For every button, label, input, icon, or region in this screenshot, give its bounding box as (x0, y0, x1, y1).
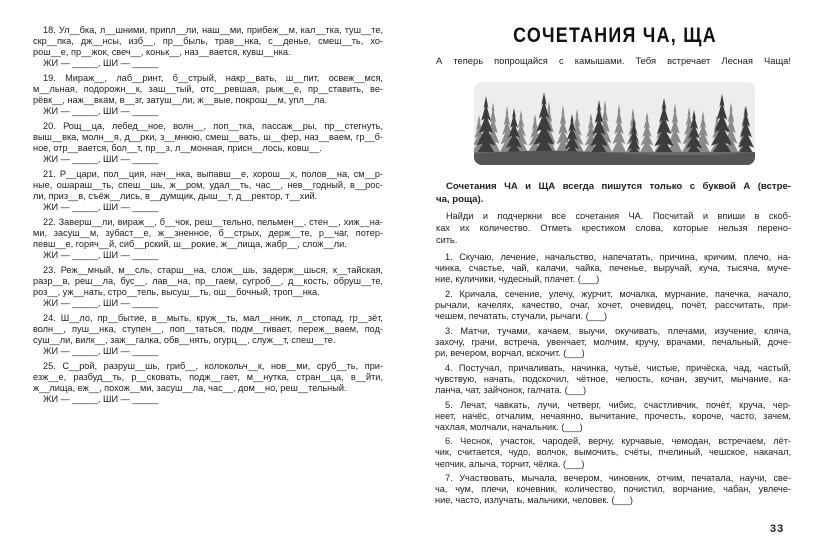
exercise-list-left (33, 25, 383, 409)
exercise-list-right (435, 252, 791, 510)
answer-line[interactable]: ЖИ — _____, ШИ — _____ (43, 346, 158, 357)
text-line: рош__е, пр__жок, свеч__, коньк__, наз__вается, кувш__нка. (33, 47, 291, 58)
text-line: ча, роща). (436, 193, 484, 205)
text-line: сить. (436, 235, 458, 246)
text-line: захочу, грачи, встреча, увенчает, молчим, кручу, врачами, печальный, доче- (435, 336, 791, 347)
text-line: роз__, уж__нать, стро__тель, высуш__ть, ош__бочный, троп__нка. (33, 287, 320, 298)
text-line: суш__ли, вилк__, заж__галка, обв__нять, огурц__, служ__т, спеш__те. (33, 335, 336, 345)
text-line: ми, засуш__м, зубаст__е, ж__зненное, б__стрых, держ__те, р__чаг, потер- (33, 227, 383, 238)
exercise-item (33, 169, 383, 213)
text-line: 6. Чеснок, участок, чародей, верчу, курчавые, чемодан, встречаем, лёт- (445, 436, 791, 447)
exercise-item (33, 361, 383, 405)
text-line: разр__в, реш__ла, бус__, лав__на, пр__гаем, сугроб__, д__кость, обруш__те, (33, 275, 383, 286)
text-line: ние, куличики, чудесный, плачет. (___) (435, 274, 600, 285)
exercise-item (435, 252, 791, 285)
answer-line[interactable]: ЖИ — _____, ШИ — _____ (43, 250, 158, 261)
text-line: чахлая, молчали, начальник. (___) (435, 421, 583, 432)
answer-line[interactable]: ЖИ — _____, ШИ — _____ (43, 58, 158, 69)
text-line: 3. Матчи, тучами, качаем, выучи, окучивать, плечами, изучение, кляча, (445, 325, 791, 336)
text-line: неет, начёс, отчалим, нечаянно, вычитание, прочесть, короче, часто, зачем, (435, 410, 791, 421)
text-line: скр__пка, дж__нсы, изб__, пр__быль, трав__нка, с__денье, смеш__ть, хо- (33, 36, 383, 47)
text-line: 23. Реж__мный, м__сль, старш__на, слож__шь, задерж__шься, к__тайская, (43, 264, 383, 275)
text-line: 7. Участвовать, мычала, вечером, чиновник, отчим, печатала, научи, све- (445, 473, 791, 484)
section-title: СОЧЕТАНИЯ ЧА, ЩА (513, 24, 717, 47)
exercise-item (435, 400, 791, 433)
text-line: 1. Скучаю, лечение, начальство, напечатать, причина, кричим, плечо, на- (445, 252, 791, 262)
answer-line[interactable]: ЖИ — _____, ШИ — _____ (43, 106, 158, 117)
page-number: 33 (770, 523, 785, 535)
text-line: 20. Рощ__ца, лебед__ное, волн__, поп__тка, пассаж__ры, пр__стегнуть, (43, 120, 383, 131)
text-line: ные, ошараш__ть, спеш__шь, ж__ром, удал__ть, час__, нев__годный, в__рос- (33, 180, 383, 190)
text-line: 5. Лечат, чавкать, лучи, четверг, чибис, счастливчик, почёт, круча, чер- (445, 399, 791, 410)
intro-text: А теперь попрощайся с камышами. Тебя встречает Лесная Чаща! (436, 55, 791, 66)
text-line: 22. Заверш__ли, вираж__, б__чок, реш__тельно, пельмен__, стен__, хиж__на- (43, 216, 383, 227)
task-instructions (436, 210, 791, 247)
text-line: певш__е, горяч__й, сиб__рский, ш__рокие, ж__лища, жабр__, слож__ли. (33, 239, 347, 250)
text-line: выш__вка, молн__я, д__рки, з__мнюю, смеш__вать, ш__фер, наз__ваем, гр__б- (33, 132, 383, 143)
text-line: ное, отр__вается, бол__т, пр__з, л__монная, присн__лось, ковш__. (33, 143, 322, 154)
text-line: 18. Ул__бка, л__шними, припл__ли, наш__ми, прибеж__м, кал__тка, туш__те, (43, 25, 383, 35)
text-line: ж__лища, еж__, похож__ми, засуш__ла, час__, дом__но, реш__тельный. (33, 382, 347, 393)
text-line: чешем, печатать, стучали, рычаги. (___) (435, 311, 608, 322)
exercise-item (33, 25, 383, 69)
answer-line[interactable]: ЖИ — _____, ШИ — _____ (43, 202, 158, 213)
exercise-item (435, 363, 791, 396)
text-line: Сочетания ЧА и ЩА всегда пишутся только с буквой А (встре- (446, 181, 791, 192)
text-line: рычали, качелях, качество, очаг, хочет, очевидец, почёт, рассчитать, при- (435, 299, 791, 310)
exercise-item (435, 436, 791, 469)
text-line: 19. Мираж__, лаб__ринт, б__стрый, накр__вать, ш__пит, освеж__мся, (43, 72, 383, 83)
text-line: ланча, чат, зайчонок, галчата. (___) (435, 384, 587, 395)
text-line: 2. Кричала, сечение, улечу, журчит, мочалка, мурчание, пачечка, начало, (445, 288, 791, 299)
text-line: чинка, счастье, чай, калачи, чайка, печенье, выручай, куча, тысяча, муче- (435, 263, 791, 274)
text-line: 21. Р__цари, пол__ция, нач__нка, выпавш__е, хорош__х, полов__на, см__р- (43, 168, 383, 179)
rule-box (436, 181, 791, 206)
text-line: ли, приз__в, съёж__лись, в__думщик, дыш__т, д__ректор, т__хий. (33, 191, 318, 202)
text-line: м__льная, подорожн__к, заш__тый, отс__ревшая, рыж__е, пр__ставить, ве- (33, 84, 383, 95)
exercise-item (435, 326, 791, 359)
exercise-item (33, 121, 383, 165)
exercise-item (33, 313, 383, 357)
text-line: Найди и подчеркни все сочетания ЧА. Посчитай и впиши в скоб- (446, 211, 791, 221)
text-line: чепчик, алыча, торчит, чёлка. (___) (435, 458, 585, 469)
exercise-item (33, 73, 383, 117)
text-line: ние, часто, излучать, мальчики, человек. (___) (435, 495, 633, 506)
exercise-item (33, 217, 383, 261)
text-line: ча, чум, плечи, кочевник, количество, почистил, ворчание, чабан, увлече- (435, 484, 791, 495)
exercise-item (33, 265, 383, 309)
forest-trees-icon (474, 82, 755, 165)
exercise-item (435, 473, 791, 506)
text-line: 25. С__рой, разруш__шь, гриб__, колокольч__к, нов__ми, сруб__ть, при- (43, 360, 383, 371)
forest-illustration (474, 82, 755, 165)
text-line: чик, считается, чудо, волчок, вымочить, счёты, пчелиный, чешское, накачал, (435, 447, 791, 458)
text-line: рёвк__, наж__вкам, в__зг, затуш__ли, ж__вые, покрош__м, упл__ла. (33, 95, 328, 106)
answer-line[interactable]: ЖИ — _____, ШИ — _____ (43, 154, 158, 165)
answer-line[interactable]: ЖИ — _____, ШИ — _____ (43, 298, 158, 309)
text-line: чувствую, начать, подскочил, чётное, челюсть, кочан, звучит, мычание, ка- (435, 373, 791, 384)
text-line: ках их количество. Отметь крестиком слова, которые нельзя перено- (436, 223, 791, 234)
text-line: 4. Постучал, причаливать, начинка, чутьё, чистые, причёска, чад, частый, (445, 362, 791, 373)
text-line: волн__, пуш__нка, ступен__, поп__таться, подм__гивает, переж__ваем, под- (33, 323, 383, 334)
exercise-item (435, 289, 791, 322)
text-line: ри, вечером, ворчал, вскочит. (___) (435, 347, 585, 358)
text-line: 24. Ш__ло, пр__бытие, в__мыть, круж__ть, мал__нник, л__стопад, гр__зёт, (43, 312, 383, 323)
answer-line[interactable]: ЖИ — _____, ШИ — _____ (43, 394, 158, 405)
text-line: езж__е, разбуд__ть, р__сковать, подж__гает, м__нутка, стран__ца, в__йти, (33, 371, 383, 382)
